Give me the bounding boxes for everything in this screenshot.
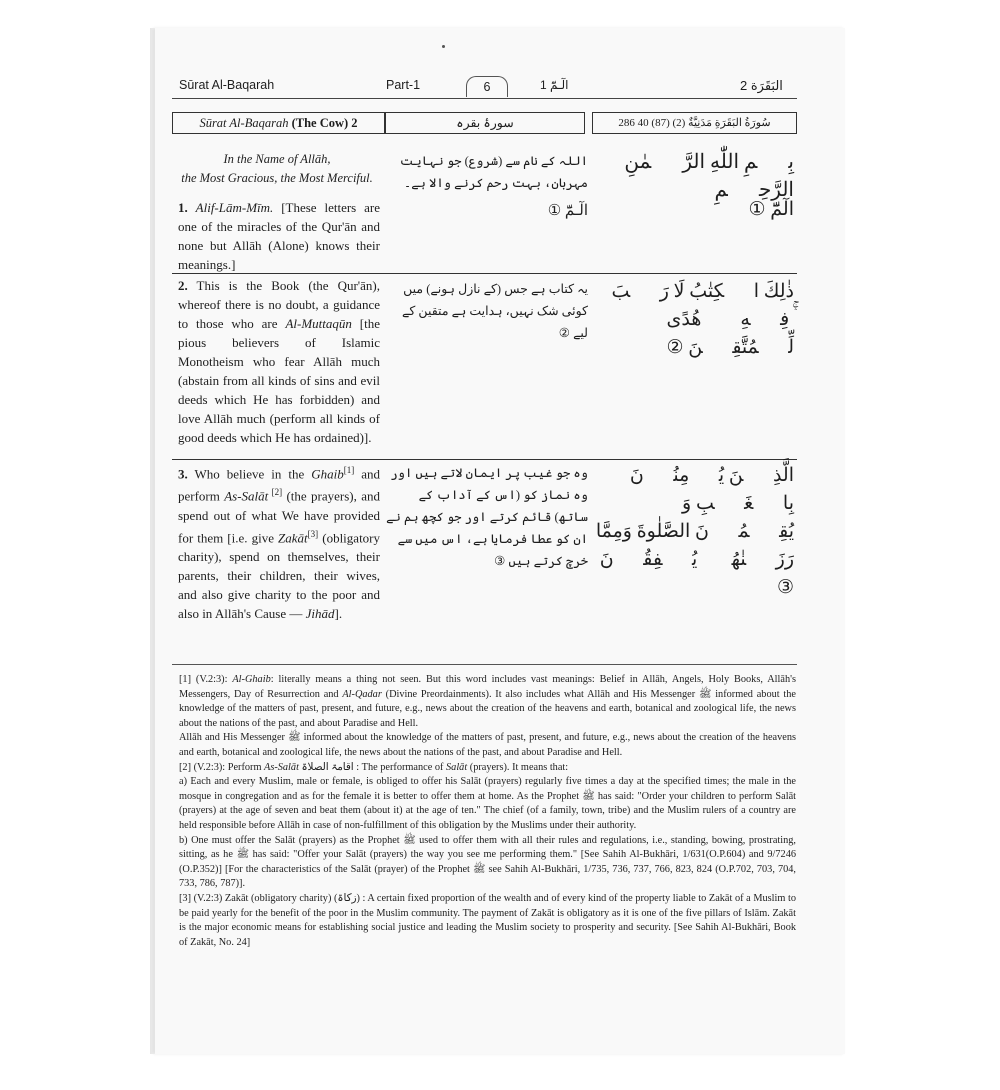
verse-2-arabic: ذٰلِكَ الۡكِتٰبُ لَا رَيۡبَ ۛۚ فِيۡهِ ۛۚ هُدًى لِّلۡمُتَّقِيۡنَ ② <box>611 281 794 358</box>
verse-3-i3: Zakāt <box>278 529 308 545</box>
footnote-ref-2[interactable]: [2] <box>268 487 283 498</box>
footnote-2a: a) Each and every Muslim, male or female, is obliged to offer his Salāt (prayers) regularly five times a day at the specified times; the male in the mosque in congregation and as for the female it is better to offer them at home. As the Prophet ﷺ has said: "Order your children to perform Salāt (prayers) at the age of seven and beat them (about it) at the age of ten." The chief (of a family, town, tribe) and the Muslim rulers of a country are held responsible before Allāh in case of non-fulfillment of this obligation by the Muslims under their authority. <box>179 776 796 831</box>
header-surah-name: Sūrat Al-Baqarah <box>179 78 275 92</box>
verse-3-urdu: وہ جو غیب پر ایمان لاتے ہیں اور وہ نماز کو (اس کے آداب کے ساتھ) قائم کرتے اور جو کچھ ہم نے ان کو عطا فرمایا ہے، اس میں سے خرچ کرتے ہیں ③ <box>386 466 588 568</box>
verse-3-i4: Jihād <box>305 605 335 621</box>
footnote-2-ref: [2] (V.2:3): Perform <box>179 761 265 773</box>
header-surah-arabic: البَقَرَة 2 <box>740 78 783 93</box>
bismillah-urdu: اللہ کے نام سے (شروع) جو نہایت مہربان، بہت رحم کرنے والا ہے۔ <box>399 154 588 190</box>
footnote-2 <box>179 761 796 776</box>
verse-3-english <box>178 461 380 623</box>
verse-3-i2: As-Salāt <box>224 488 269 504</box>
footnote-1-text2: (Divine Preordainments). It also includes what Allāh and His Messenger ﷺ informed about the knowledge of the matters of past, present, and future, e.g., news about the creation of the heavens and earth, botanical and zoological life, the news about the nations of the past, and about Paradise and Hell. <box>179 688 796 729</box>
footnote-2-term2: Salāt <box>446 761 468 773</box>
title-en-rest: (The Cow) 2 <box>291 116 358 130</box>
footnote-1-text: : literally means a thing not seen. But this word includes vast meanings: Belief in Allāh, Angels, Holy Books, Allāh's Messengers, Day of Resurrection and <box>179 674 796 700</box>
footnote-ref-3[interactable]: [3] <box>307 528 319 539</box>
verse-2-english <box>178 276 380 447</box>
footnote-1-term2: Al-Qadar <box>342 688 382 700</box>
footnote-3: [3] (V.2:3) Zakāt (obligatory charity) (زکاۃ) : A certain fixed proportion of the wealth and of every kind of the property liable to Zakāt of a Muslim to be paid yearly for the benefit of the poor in the Muslim community. The payment of Zakāt is obligatory as it is one of the five pillars of Islām. Zakāt is the major economic means for establishing social justice and leading the Muslim society to prosperity and security. [See Sahih Al-Bukhāri, Book of Zakāt, No. 24] <box>179 892 796 948</box>
footnote-2-text2: (prayers). It means that: <box>467 761 569 773</box>
bismillah-arabic: بِسۡمِ اللّٰهِ الرَّحۡمٰنِ الرَّحِیۡمِ <box>624 151 794 201</box>
verse-1-urdu: الٓـمّٓ ① <box>547 203 588 219</box>
page-dot-mark <box>442 45 445 48</box>
verse-3-t2: and perform <box>178 466 380 504</box>
verse-3-t3: (the prayers), and spend out of what We have provided for them [i.e. give <box>178 488 380 545</box>
verse-2-number: 2. <box>178 278 188 293</box>
verse-2-text1: This is the Book (the Qur'ān), whereof there is no doubt, a guidance to those who are <box>178 278 380 331</box>
verse-3-t1: Who believe in the <box>187 466 312 482</box>
verse-3-t4: (obligatory charity), spend on themselves, their parents, their children, their wives, and also give charity to the poor and also in Allāh's Cause — <box>178 529 381 621</box>
verse-separator-1 <box>172 273 797 274</box>
verse-1-number: 1. <box>178 200 188 215</box>
verse-3-number: 3. <box>178 466 188 482</box>
footnote-2b: b) One must offer the Salāt (prayers) as the Prophet ﷺ used to offer them with all their rules and regulations, i.e., standing, bowing, prostrating, sitting, as he ﷺ has said: "Offer your Salāt (prayers) the way you see me performing them." [See Sahih Al-Bukhāri, 1/631(O.P.604) and 9/7246 (O.P.352)] [For the characteristics of the Salāt (prayer) of the Prophet ﷺ see Sahih Al-Bukhāri, 1/735, 736, 737, 766, 823, 824 (O.P.702, 703, 704, 733, 786, 787)]. <box>179 834 797 890</box>
footnote-2-term: As-Salāt <box>264 761 299 773</box>
verse-1-text: [These letters are one of the miracles of the Qur'ān and none but Allāh (Alone) knows their meanings.] <box>178 200 380 272</box>
verse-1-italic: Alif-Lām-Mīm. <box>195 200 274 215</box>
verse-2-text2: [the pious believers of Islamic Monotheism who fear Allāh much (abstain from all kinds of sins and evil deeds which He has forbidden) and love Allāh much (perform all kinds of good deeds which He has ordained)]. <box>178 316 380 445</box>
verse-3-arabic: الَّذِيۡنَ يُؤۡمِنُوۡنَ بِالۡغَيۡبِ وَ يُقِيۡمُوۡنَ الصَّلٰوةَ وَمِمَّا رَزَقۡنٰهُمۡ يُنۡفِقُوۡنَ ③ <box>595 465 794 598</box>
header-page-number: 6 <box>466 76 508 97</box>
footnote-ref-1[interactable]: [1] <box>343 465 355 475</box>
footnote-1a <box>179 673 796 731</box>
verse-1-english <box>178 198 380 274</box>
title-box-arabic: سُورَةُ البَقَرَةِ مَدَنِيَّةٌ (2) (87) 40 286 <box>592 112 797 134</box>
verse-2-urdu: یہ کتاب ہے جس (کے نازل ہونے) میں کوئی شک نہیں، ہدایت ہے متقین کے لیے ② <box>402 282 588 340</box>
header-rule <box>172 98 797 99</box>
bismillah-english <box>172 150 382 188</box>
header-part: Part-1 <box>386 78 421 92</box>
footnote-separator <box>172 664 797 665</box>
title-box-urdu: سورۂ بقرہ <box>385 112 585 134</box>
footnote-2-text: اقامۃ الصلاۃ : The performance of <box>298 761 447 773</box>
verse-1-arabic: الٓمّٓ ① <box>748 199 794 220</box>
footnote-1-term: Al-Ghaib <box>232 674 271 685</box>
bismillah-en-line1: In the Name of Allāh, <box>223 152 331 166</box>
header-juz-arabic: الٓـمّٓ 1 <box>540 78 569 92</box>
title-box-english <box>172 112 385 134</box>
verse-separator-2 <box>172 459 797 460</box>
bismillah-en-line2: the Most Gracious, the Most Merciful. <box>181 171 373 185</box>
title-en-name: Sūrat Al-Baqarah <box>199 116 289 130</box>
footnotes-block <box>179 673 796 950</box>
footnote-1-ref: [1] (V.2:3): <box>179 674 233 685</box>
verse-3-t5: ]. <box>334 605 343 621</box>
verse-3-i1: Ghaib <box>311 466 344 482</box>
footnote-1b: Allāh and His Messenger ﷺ informed about the knowledge of the matters of past, present, and future, e.g., news about the creation of the heavens and earth, botanical and zoological life, the news about the nations of the past, and about Paradise and Hell. <box>179 732 796 758</box>
verse-2-italic: Al-Muttaqūn <box>285 316 352 331</box>
